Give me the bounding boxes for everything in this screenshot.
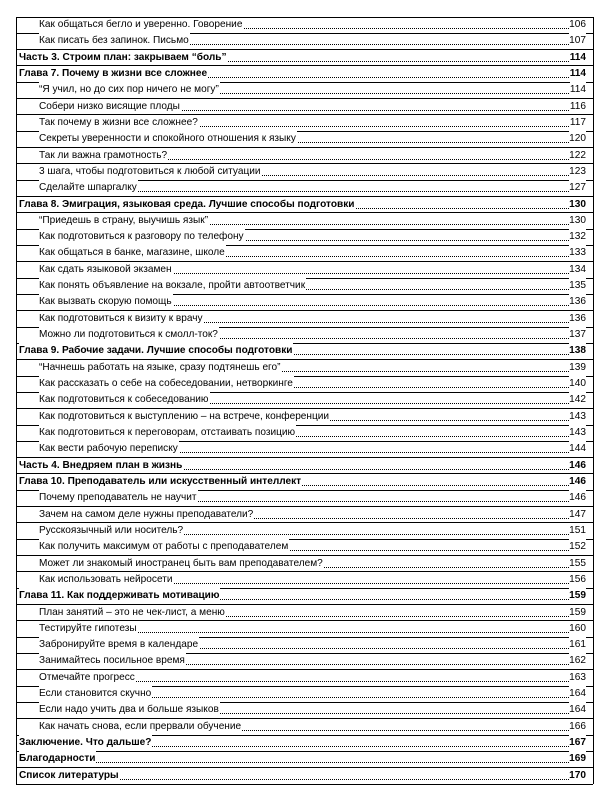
toc-entry-page-number: 170 [569, 768, 586, 784]
toc-entry-title: Глава 8. Эмиграция, языковая среда. Лучшие способы подготовки [19, 197, 355, 213]
toc-entry [0, 376, 611, 392]
toc-entry-page-number: 161 [569, 637, 586, 653]
row-divider [16, 784, 593, 785]
toc-entry-title: Можно ли подготовиться к смолл-ток? [39, 327, 219, 343]
toc-entry-title: Как начать снова, если прервали обучение [39, 719, 242, 735]
toc-entry [0, 702, 611, 718]
toc-entry-page-number: 123 [569, 164, 586, 180]
toc-section-entry [0, 474, 611, 490]
toc-entry [0, 360, 611, 376]
toc-entry-page-number: 122 [569, 148, 586, 164]
toc-section-entry [0, 197, 611, 213]
toc-entry-page-number: 155 [569, 556, 586, 572]
toc-entry-title: Глава 9. Рабочие задачи. Лучшие способы подготовки [19, 343, 293, 359]
toc-entry [0, 621, 611, 637]
toc-entry-page-number: 130 [569, 197, 586, 213]
toc-entry-page-number: 143 [569, 409, 586, 425]
toc-entry [0, 670, 611, 686]
toc-entry-title: Как общаться бегло и уверенно. Говорение [39, 17, 243, 33]
toc-section-entry [0, 343, 611, 359]
toc-entry [0, 115, 611, 131]
toc-entry-title: Может ли знакомый иностранец быть вам преподавателем? [39, 556, 324, 572]
toc-entry-page-number: 151 [569, 523, 586, 539]
toc-entry-title: Забронируйте время в календаре [39, 637, 199, 653]
toc-entry-page-number: 116 [570, 99, 586, 115]
toc-entry-title: Как вести рабочую переписку [39, 441, 179, 457]
toc-entry-title: Как писать без запинок. Письмо [39, 33, 190, 49]
toc-entry [0, 441, 611, 457]
toc-entry-title: Заключение. Что дальше? [19, 735, 152, 751]
toc-entry-page-number: 137 [569, 327, 586, 343]
toc-entry [0, 719, 611, 735]
toc-entry-page-number: 152 [569, 539, 586, 555]
toc-entry-page-number: 114 [570, 82, 586, 98]
toc-entry [0, 507, 611, 523]
toc-entry-page-number: 127 [569, 180, 586, 196]
toc-entry-title: Сделайте шпаргалку [39, 180, 138, 196]
toc-entry [0, 294, 611, 310]
toc-entry-title: Как использовать нейросети [39, 572, 174, 588]
toc-entry-title: Глава 7. Почему в жизни все сложнее [19, 66, 208, 82]
toc-entry-page-number: 169 [569, 751, 586, 767]
toc-entry-title: План занятий – это не чек-лист, а меню [39, 605, 226, 621]
table-left-border [16, 17, 17, 784]
toc-entry-page-number: 114 [570, 50, 586, 66]
toc-entry [0, 653, 611, 669]
toc-entry-page-number: 146 [569, 474, 586, 490]
toc-entry [0, 82, 611, 98]
toc-entry [0, 686, 611, 702]
toc-entry [0, 392, 611, 408]
toc-entry-page-number: 142 [569, 392, 586, 408]
toc-entry-title: Как подготовиться к переговорам, отстаивать позицию [39, 425, 296, 441]
toc-entry [0, 311, 611, 327]
toc-entry [0, 605, 611, 621]
toc-entry-page-number: 163 [569, 670, 586, 686]
toc-entry [0, 164, 611, 180]
toc-entry [0, 327, 611, 343]
toc-entry-page-number: 106 [569, 17, 586, 33]
toc-entry [0, 229, 611, 245]
toc-entry-page-number: 162 [569, 653, 586, 669]
toc-entry-title: Если надо учить два и больше языков [39, 702, 220, 718]
toc-entry-title: Собери низко висящие плоды [39, 99, 181, 115]
toc-entry-title: Как подготовиться к разговору по телефону [39, 229, 245, 245]
toc-entry [0, 148, 611, 164]
toc-section-entry [0, 588, 611, 604]
toc-entry-page-number: 147 [569, 507, 586, 523]
toc-entry-title: Как подготовиться к собеседованию [39, 392, 210, 408]
toc-entry-title: Глава 11. Как поддерживать мотивацию [19, 588, 220, 604]
toc-entry-title: Благодарности [19, 751, 96, 767]
toc-section-entry [0, 50, 611, 66]
dot-leader [19, 762, 571, 763]
toc-entry-page-number: 117 [570, 115, 586, 131]
toc-entry-page-number: 120 [569, 131, 586, 147]
toc-entry-title: Как получить максимум от работы с преподавателем [39, 539, 289, 555]
toc-entry-title: 3 шага, чтобы подготовиться к любой ситуации [39, 164, 262, 180]
table-right-border [593, 17, 594, 784]
toc-entry-title: Как подготовиться к выступлению – на встрече, конференции [39, 409, 330, 425]
toc-entry-title: Часть 3. Строим план: закрываем “боль” [19, 50, 228, 66]
toc-section-entry [0, 735, 611, 751]
toc-entry [0, 180, 611, 196]
toc-entry [0, 490, 611, 506]
toc-entry-page-number: 114 [570, 66, 586, 82]
toc-entry [0, 131, 611, 147]
toc-entry-title: Занимайтесь посильное время [39, 653, 186, 669]
toc-entry-page-number: 107 [569, 33, 586, 49]
toc-entry-page-number: 132 [569, 229, 586, 245]
toc-entry-title: “Начнешь работать на языке, сразу подтянешь его” [39, 360, 282, 376]
toc-entry-title: Как подготовиться к визиту к врачу [39, 311, 204, 327]
toc-entry-page-number: 164 [569, 702, 586, 718]
toc-entry-page-number: 134 [569, 262, 586, 278]
toc-entry-page-number: 159 [569, 605, 586, 621]
toc-entry-title: Глава 10. Преподаватель или искусственный интеллект [19, 474, 302, 490]
toc-entry-page-number: 136 [569, 294, 586, 310]
toc-entry-title: Если становится скучно [39, 686, 152, 702]
table-top-border [16, 17, 593, 18]
toc-entry-title: Часть 4. Внедряем план в жизнь [19, 458, 183, 474]
toc-entry-title: Зачем на самом деле нужны преподаватели? [39, 507, 254, 523]
toc-entry-page-number: 146 [569, 490, 586, 506]
toc-entry [0, 99, 611, 115]
toc-entry [0, 637, 611, 653]
toc-entry-page-number: 133 [569, 245, 586, 261]
toc-entry-page-number: 156 [569, 572, 586, 588]
toc-section-entry [0, 768, 611, 784]
toc-entry-title: Как общаться в банке, магазине, школе [39, 245, 226, 261]
toc-entry [0, 425, 611, 441]
toc-entry-page-number: 139 [569, 360, 586, 376]
toc-entry-title: Тестируйте гипотезы [39, 621, 138, 637]
toc-entry-title: “Я учил, но до сих пор ничего не могу” [39, 82, 220, 98]
toc-entry-page-number: 146 [569, 458, 586, 474]
toc-entry-title: Так ли важна грамотность? [39, 148, 168, 164]
toc-entry [0, 556, 611, 572]
toc-entry [0, 572, 611, 588]
toc-entry [0, 523, 611, 539]
toc-entry-page-number: 166 [569, 719, 586, 735]
toc-entry-page-number: 138 [569, 343, 586, 359]
toc-entry-page-number: 140 [569, 376, 586, 392]
toc-entry-title: Как сдать языковой экзамен [39, 262, 173, 278]
toc-entry [0, 278, 611, 294]
toc-entry-page-number: 136 [569, 311, 586, 327]
toc-entry [0, 245, 611, 261]
toc-entry-title: Как рассказать о себе на собеседовании, нетворкинге [39, 376, 294, 392]
toc-section-entry [0, 458, 611, 474]
toc-entry-page-number: 130 [569, 213, 586, 229]
toc-entry [0, 409, 611, 425]
toc-entry [0, 33, 611, 49]
toc-section-entry [0, 66, 611, 82]
toc-entry-page-number: 167 [569, 735, 586, 751]
toc-entry-page-number: 135 [569, 278, 586, 294]
toc-entry-title: Как вызвать скорую помощь [39, 294, 173, 310]
toc-entry-title: Секреты уверенности и спокойного отношения к языку [39, 131, 297, 147]
toc-entry [0, 262, 611, 278]
toc-entry-title: “Приедешь в страну, выучишь язык” [39, 213, 209, 229]
toc-entry-title: Как понять объявление на вокзале, пройти автоответчик [39, 278, 306, 294]
toc-entry [0, 539, 611, 555]
toc-entry-page-number: 143 [569, 425, 586, 441]
toc-entry-page-number: 164 [569, 686, 586, 702]
toc-entry-title: Список литературы [19, 768, 120, 784]
toc-entry-title: Русскоязычный или носитель? [39, 523, 184, 539]
toc-entry [0, 17, 611, 33]
toc-entry-page-number: 160 [569, 621, 586, 637]
toc-entry-title: Почему преподаватель не научит [39, 490, 198, 506]
toc-entry-page-number: 159 [569, 588, 586, 604]
toc-entry [0, 213, 611, 229]
toc-entry-title: Так почему в жизни все сложнее? [39, 115, 199, 131]
toc-entry-page-number: 144 [569, 441, 586, 457]
toc-section-entry [0, 751, 611, 767]
toc-entry-title: Отмечайте прогресс [39, 670, 136, 686]
